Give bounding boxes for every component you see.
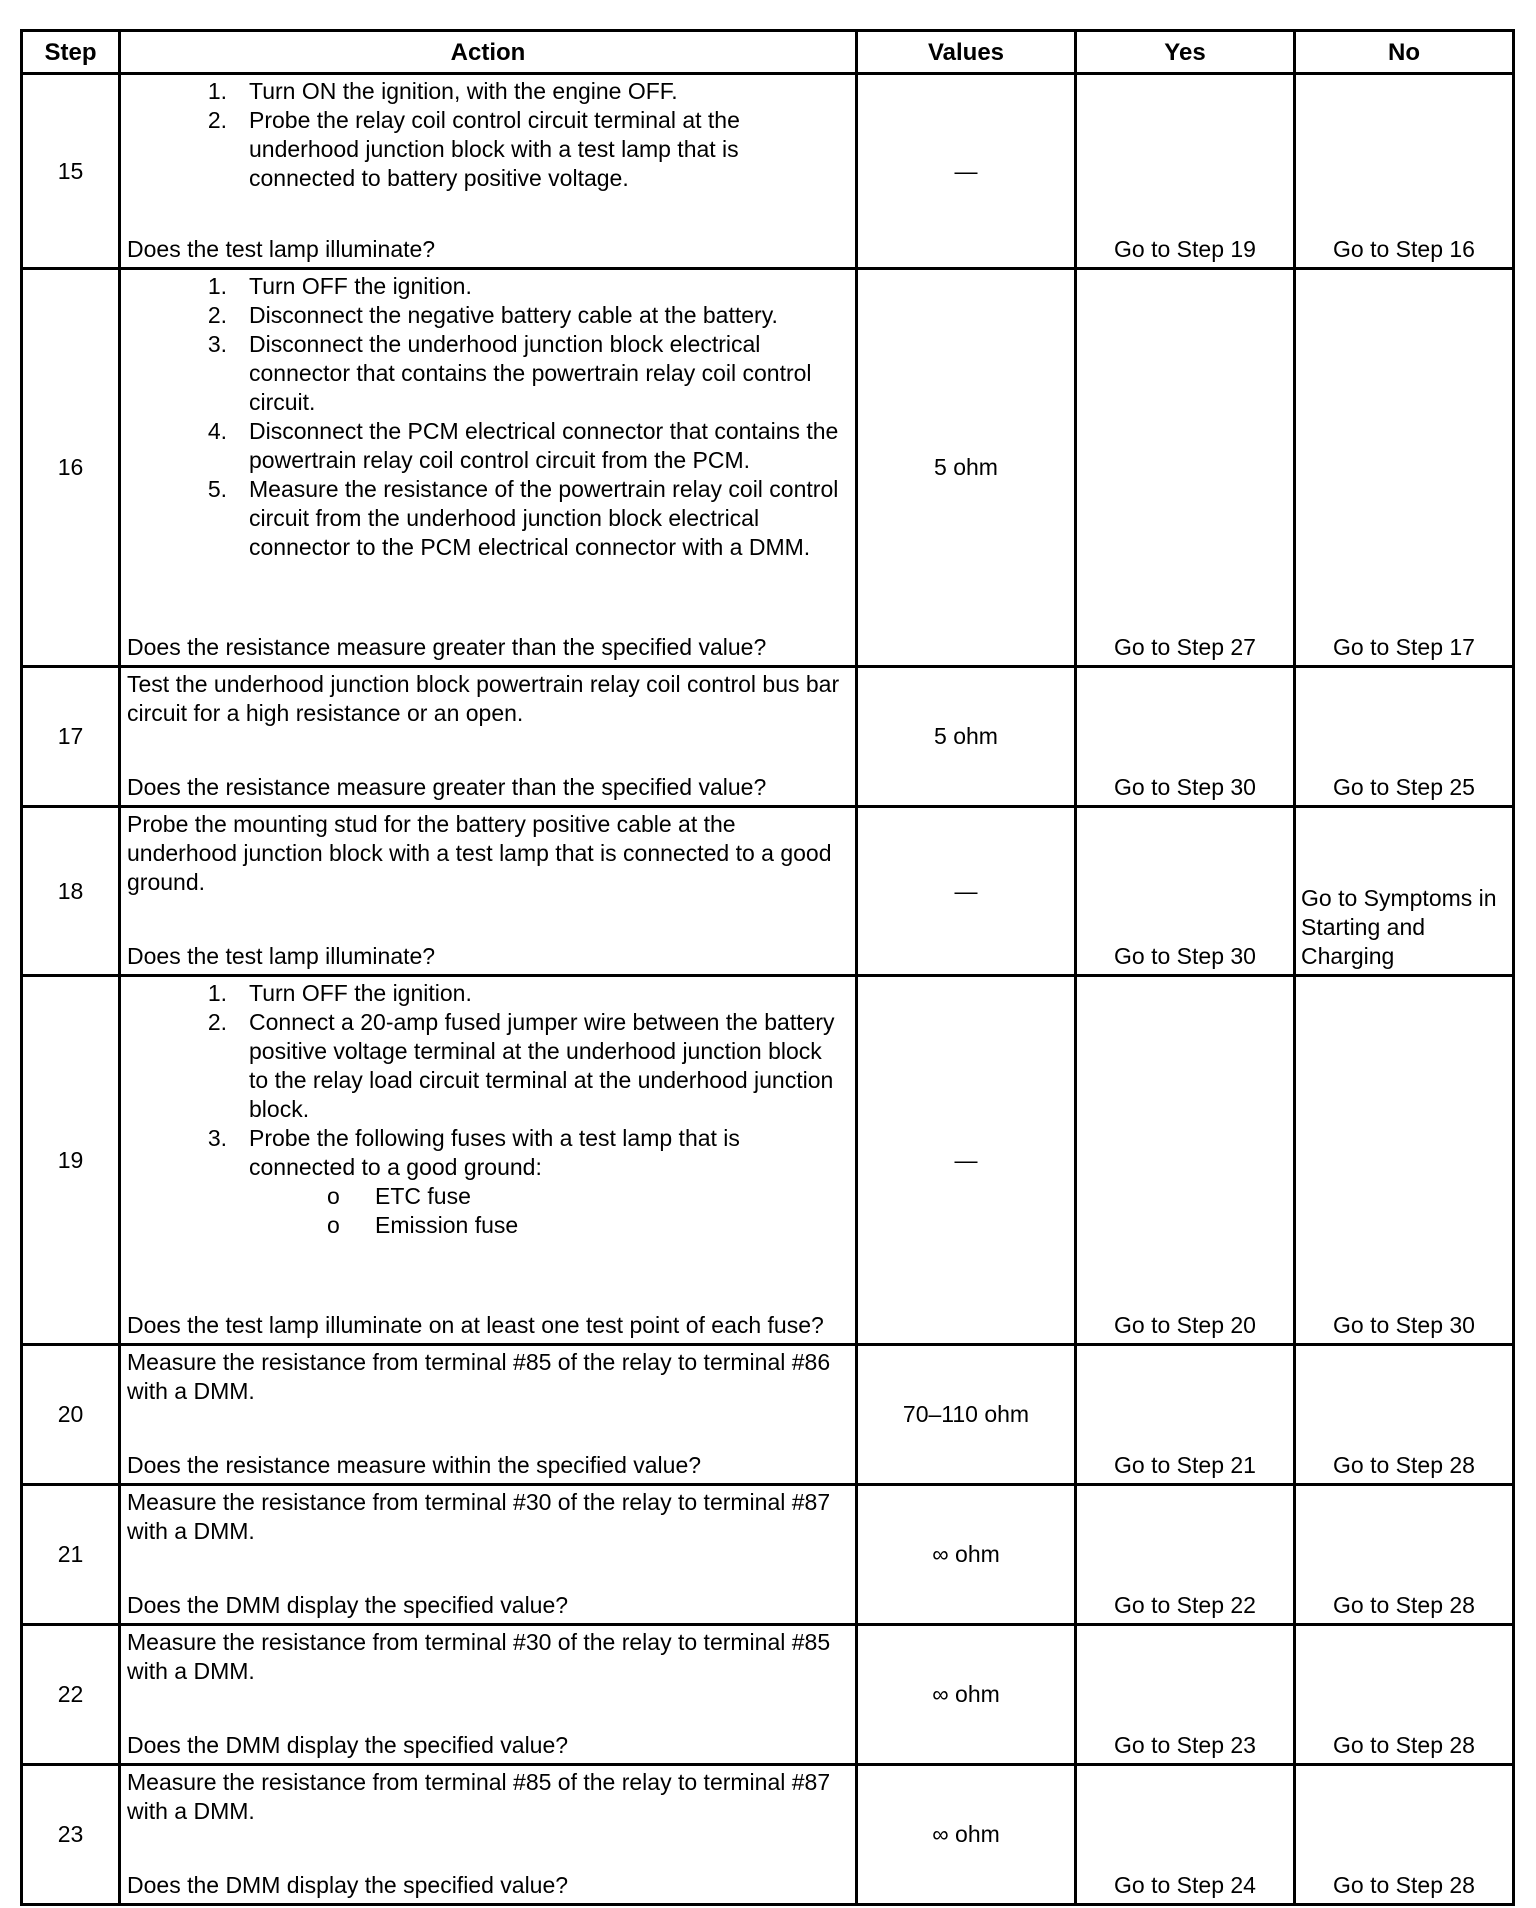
action-text: Test the underhood junction block powertrain relay coil control bus bar circuit for a high resistance or an open.	[127, 671, 840, 726]
action-cell	[120, 976, 857, 1345]
no-link[interactable]: Go to Step 17	[1295, 269, 1514, 667]
value-cell: 5 ohm	[857, 667, 1076, 807]
action-item: 1. Turn OFF the ignition.	[207, 273, 472, 299]
value-cell: 70–110 ohm	[857, 1345, 1076, 1485]
yes-link[interactable]: Go to Step 30	[1076, 807, 1295, 976]
action-item: 2. Disconnect the negative battery cable at the battery.	[207, 302, 778, 328]
action-cell	[120, 1485, 857, 1625]
yes-link[interactable]: Go to Step 21	[1076, 1345, 1295, 1485]
action-item: 2. Connect a 20-amp fused jumper wire between the battery positive voltage terminal at the underhood junction block to the relay load circuit terminal at the underhood junction block.	[207, 1009, 835, 1122]
action-text: Probe the mounting stud for the battery positive cable at the underhood junction block with a test lamp that is connected to a good ground.	[127, 811, 832, 895]
action-question: Does the resistance measure greater than the specified value?	[127, 634, 767, 660]
header-no: No	[1295, 31, 1514, 74]
action-item: 5. Measure the resistance of the powertrain relay coil control circuit from the underhood junction block electrical connector to the PCM electrical connector with a DMM.	[207, 476, 839, 560]
yes-link[interactable]: Go to Step 24	[1076, 1765, 1295, 1905]
step-number: 16	[22, 269, 120, 667]
diagnostic-table-container	[20, 29, 1515, 1906]
action-item: 3. Disconnect the underhood junction block electrical connector that contains the powertrain relay coil control circuit.	[207, 331, 812, 415]
step-number: 17	[22, 667, 120, 807]
action-cell	[120, 1625, 857, 1765]
no-link[interactable]: Go to Step 28	[1295, 1345, 1514, 1485]
no-link[interactable]: Go to Step 25	[1295, 667, 1514, 807]
action-cell	[120, 1765, 857, 1905]
table-row-step-19	[22, 976, 1514, 1345]
table-row-step-18	[22, 807, 1514, 976]
bullet-item: o Emission fuse	[327, 1212, 519, 1238]
value-cell: ∞ ohm	[857, 1765, 1076, 1905]
table-row-step-22	[22, 1625, 1514, 1765]
no-link[interactable]: Go to Step 16	[1295, 74, 1514, 269]
yes-link[interactable]: Go to Step 22	[1076, 1485, 1295, 1625]
action-cell	[120, 807, 857, 976]
value-cell: ∞ ohm	[857, 1485, 1076, 1625]
value-cell: 5 ohm	[857, 269, 1076, 667]
no-link[interactable]: Go to Step 28	[1295, 1625, 1514, 1765]
action-question: Does the test lamp illuminate?	[127, 943, 436, 969]
action-item: 4. Disconnect the PCM electrical connector that contains the powertrain relay coil control circuit from the PCM.	[207, 418, 839, 473]
value-cell: —	[857, 807, 1076, 976]
step-number: 20	[22, 1345, 120, 1485]
action-question: Does the test lamp illuminate on at least one test point of each fuse?	[127, 1312, 824, 1338]
action-item: 2. Probe the relay coil control circuit terminal at the underhood junction block with a test lamp that is connected to battery positive voltage.	[207, 107, 740, 191]
value-cell: —	[857, 976, 1076, 1345]
action-item: 1. Turn ON the ignition, with the engine OFF.	[207, 78, 678, 104]
action-cell	[120, 667, 857, 807]
action-question: Does the test lamp illuminate?	[127, 236, 436, 262]
action-cell	[120, 74, 857, 269]
table-row-step-16	[22, 269, 1514, 667]
action-text: Measure the resistance from terminal #30 of the relay to terminal #87 with a DMM.	[127, 1489, 831, 1544]
step-number: 21	[22, 1485, 120, 1625]
action-text: Measure the resistance from terminal #85 of the relay to terminal #86 with a DMM.	[127, 1349, 831, 1404]
no-link[interactable]: Go to Step 28	[1295, 1485, 1514, 1625]
yes-link[interactable]: Go to Step 27	[1076, 269, 1295, 667]
action-cell	[120, 1345, 857, 1485]
header-action: Action	[120, 31, 857, 74]
header-step: Step	[22, 31, 120, 74]
action-question: Does the DMM display the specified value?	[127, 1592, 569, 1618]
action-item: 3. Probe the following fuses with a test lamp that is connected to a good ground:	[207, 1125, 740, 1180]
header-row	[22, 31, 1514, 74]
action-question: Does the DMM display the specified value?	[127, 1732, 569, 1758]
action-item: 1. Turn OFF the ignition.	[207, 980, 472, 1006]
action-question: Does the DMM display the specified value?	[127, 1872, 569, 1898]
step-number: 18	[22, 807, 120, 976]
table-row-step-20	[22, 1345, 1514, 1485]
no-link[interactable]: Go to Symptoms in Starting and Charging	[1295, 807, 1514, 976]
bullet-item: o ETC fuse	[327, 1183, 471, 1209]
action-text: Measure the resistance from terminal #30 of the relay to terminal #85 with a DMM.	[127, 1629, 831, 1684]
action-cell	[120, 269, 857, 667]
step-number: 19	[22, 976, 120, 1345]
table-row-step-17	[22, 667, 1514, 807]
table-row-step-23	[22, 1765, 1514, 1905]
step-number: 22	[22, 1625, 120, 1765]
action-question: Does the resistance measure within the specified value?	[127, 1452, 702, 1478]
header-yes: Yes	[1076, 31, 1295, 74]
diagnostic-table	[20, 29, 1515, 1906]
table-row-step-21	[22, 1485, 1514, 1625]
yes-link[interactable]: Go to Step 23	[1076, 1625, 1295, 1765]
table-row-step-15	[22, 74, 1514, 269]
value-cell: —	[857, 74, 1076, 269]
value-cell: ∞ ohm	[857, 1625, 1076, 1765]
header-values: Values	[857, 31, 1076, 74]
yes-link[interactable]: Go to Step 20	[1076, 976, 1295, 1345]
step-number: 15	[22, 74, 120, 269]
no-link[interactable]: Go to Step 28	[1295, 1765, 1514, 1905]
step-number: 23	[22, 1765, 120, 1905]
action-question: Does the resistance measure greater than the specified value?	[127, 774, 767, 800]
action-text: Measure the resistance from terminal #85 of the relay to terminal #87 with a DMM.	[127, 1769, 831, 1824]
yes-link[interactable]: Go to Step 19	[1076, 74, 1295, 269]
yes-link[interactable]: Go to Step 30	[1076, 667, 1295, 807]
no-link[interactable]: Go to Step 30	[1295, 976, 1514, 1345]
